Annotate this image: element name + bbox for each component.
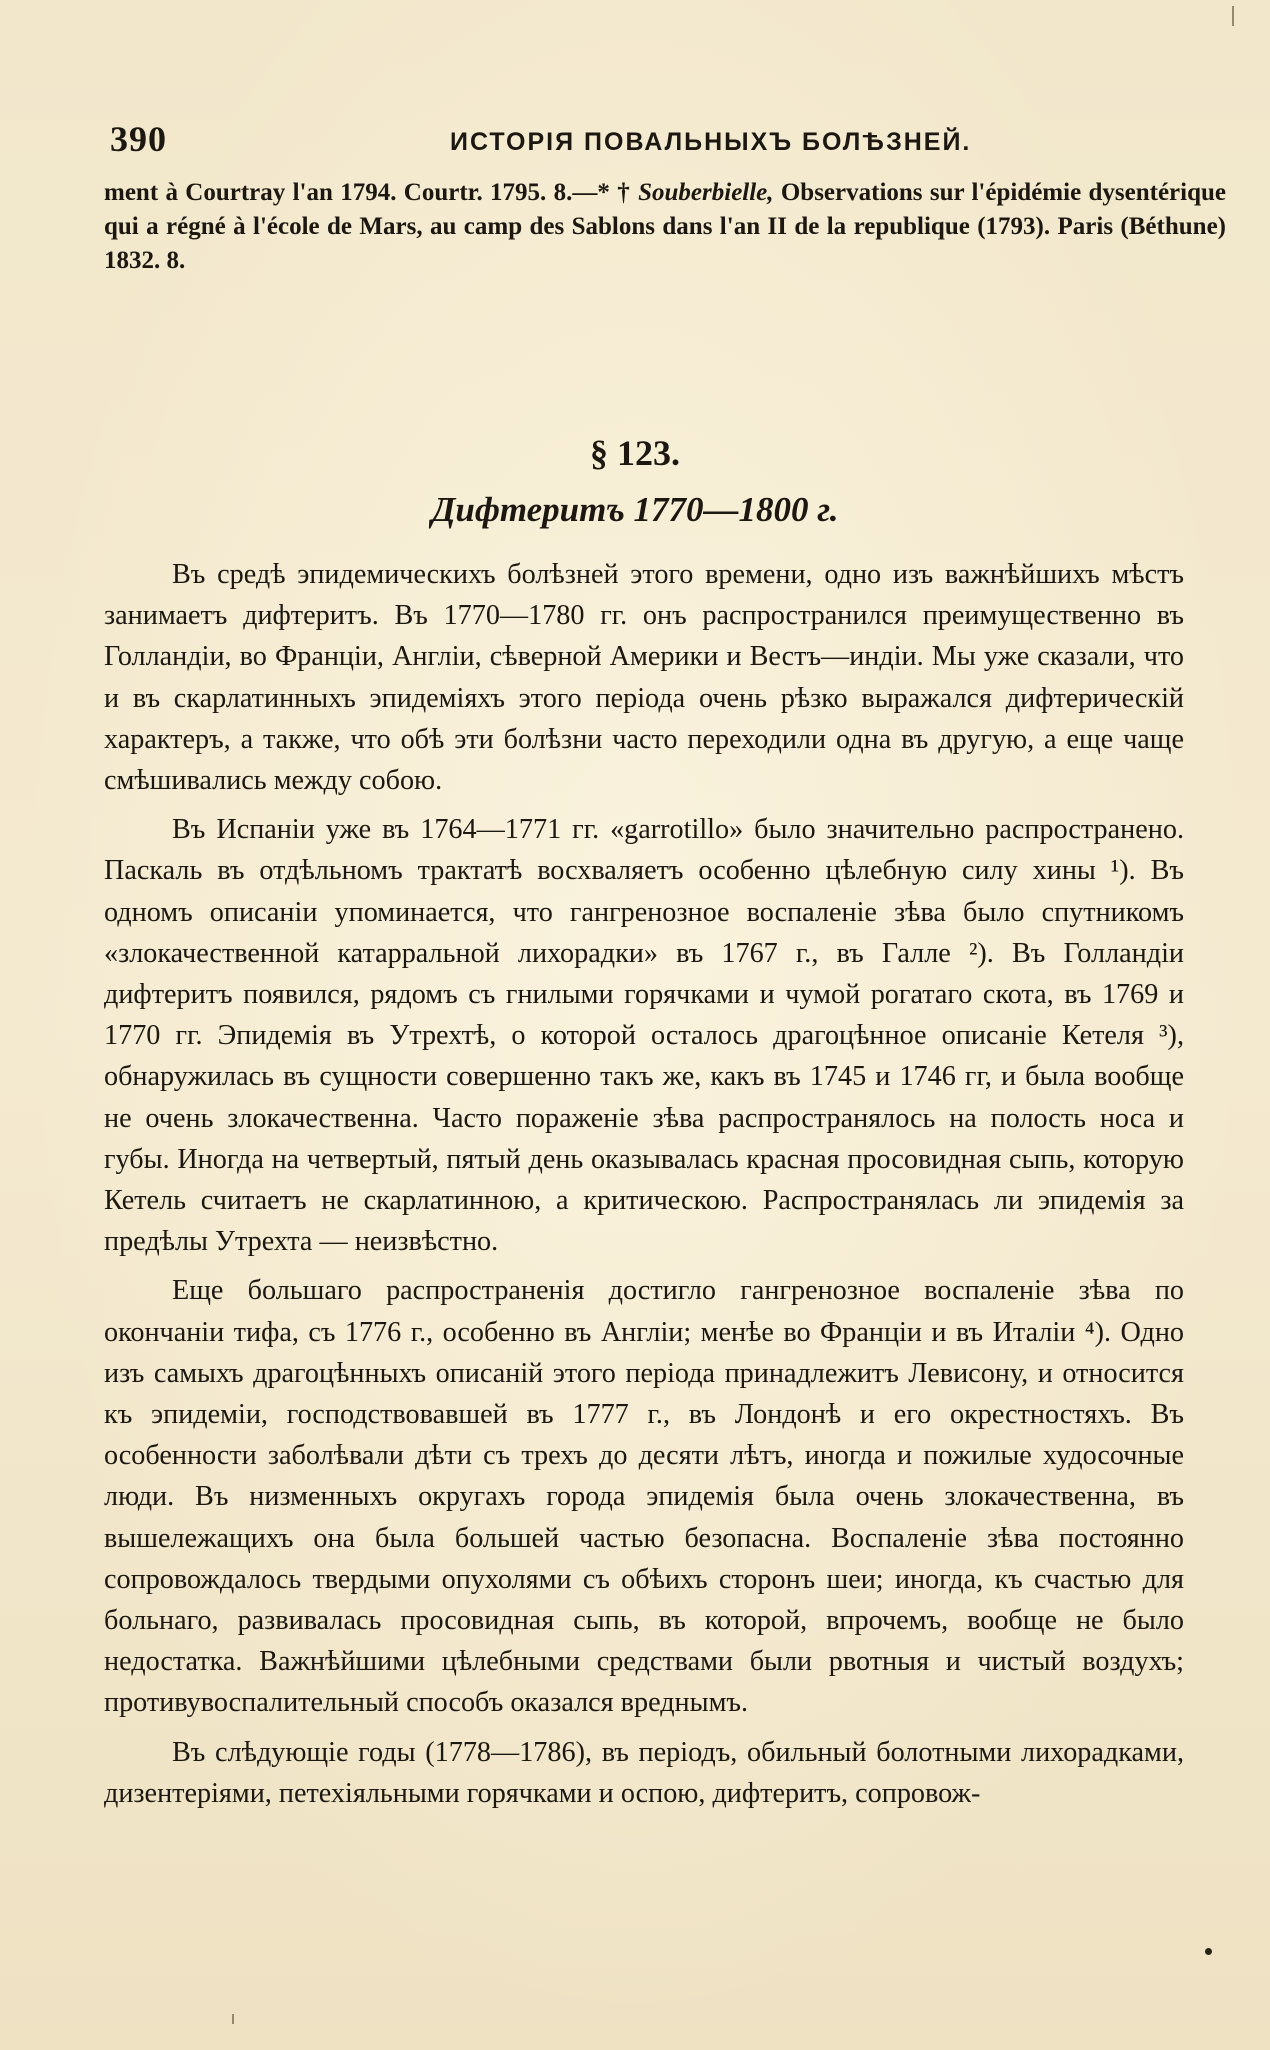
ink-speck xyxy=(1205,1948,1212,1955)
running-title: ИСТОРІЯ ПОВАЛЬНЫХЪ БОЛѢЗНЕЙ. xyxy=(450,128,972,156)
paper-mark xyxy=(1232,6,1234,26)
section-number: § 123. xyxy=(590,433,680,473)
reference-text-cont: Observations sur l'épidémie dysentérique qui a régné à l'école de Mars, au camp des Sablons dans l'an II de la republique (1793). Paris (Béthune) 1832. 8. xyxy=(104,179,1226,274)
bibliographic-references xyxy=(104,176,1226,278)
reference-text: ment à Courtray l'an 1794. Courtr. 1795. 8.—* † xyxy=(104,179,639,206)
body-text xyxy=(104,554,1184,1814)
paragraph: Въ средѣ эпидемическихъ болѣзней этого времени, одно изъ важнѣйшихъ мѣстъ занимаетъ дифтеритъ. Въ 1770—1780 гг. онъ распространился преимущественно въ Голландіи, во Франціи, Англіи, сѣверной Америки и Вестъ—индіи. Мы уже сказали, что и въ скарлатинныхъ эпидеміяхъ этого періода очень рѣзко выражался дифтерическій характеръ, а также, что обѣ эти болѣзни часто переходили одна въ другую, а еще чаще смѣшивались между собою. xyxy=(104,559,1184,797)
section-title: Дифтеритъ 1770—1800 г. xyxy=(431,490,839,529)
paragraph: Еще большаго распространенія достигло гангренозное воспаленіе зѣва по окончаніи тифа, съ 1776 г., особенно въ Англіи; менѣе во Франціи и въ Италіи ⁴). Одно изъ самыхъ драгоцѣнныхъ описаній этого періода принадлежитъ Левисону, и относится къ эпидеміи, господствовавшей въ 1777 г., въ Лондонѣ и его окрестностяхъ. Въ особенности заболѣвали дѣти съ трехъ до десяти лѣтъ, иногда и пожилые худосочные люди. Въ низменныхъ округахъ города эпидемія была очень злокачественна, въ вышележащихъ она была большей частью безопасна. Воспаленіе зѣва постоянно сопровождалось твердыми опухолями съ обѣихъ сторонъ шеи; иногда, къ счастью для больнаго, развивалась просовидная сыпь, въ которой, впрочемъ, вообще не было недостатка. Важнѣйшими цѣлебными средствами были рвотныя и чистый воздухъ; противувоспалительный способъ оказался вреднымъ. xyxy=(104,1275,1184,1719)
reference-author: Souberbielle, xyxy=(638,179,774,206)
page-number: 390 xyxy=(110,119,167,159)
page-header xyxy=(110,118,1178,166)
paragraph: Въ слѣдующіе годы (1778—1786), въ періодъ, обильный болотными лихорадками, дизентеріями, петехіяльными горячками и оспою, дифтеритъ, сопровож- xyxy=(104,1736,1184,1809)
paragraph: Въ Испаніи уже въ 1764—1771 гг. «garrotillo» было значительно распространено. Паскаль въ отдѣльномъ трактатѣ восхваляетъ особенно цѣлебную силу хины ¹). Въ одномъ описаніи упоминается, что гангренозное воспаленіе зѣва было спутникомъ «злокачественной катарральной лихорадки» въ 1767 г., въ Галле ²). Въ Голландіи дифтеритъ появился, рядомъ съ гнилыми горячками и чумой рогатаго скота, въ 1769 и 1770 гг. Эпидемія въ Утрехтѣ, о которой осталось драгоцѣнное описаніе Кетеля ³), обнаружилась въ сущности совершенно такъ же, какъ въ 1745 и 1746 гг, и была вообще не очень злокачественна. Часто пораженіе зѣва распространялось на полость носа и губы. Иногда на четвертый, пятый день оказывалась красная просовидная сыпь, которую Кетель считаетъ не скарлатинною, а критическою. Распространялась ли эпидемія за предѣлы Утрехта — неизвѣстно. xyxy=(104,814,1184,1258)
ink-speck-small xyxy=(232,2014,234,2024)
